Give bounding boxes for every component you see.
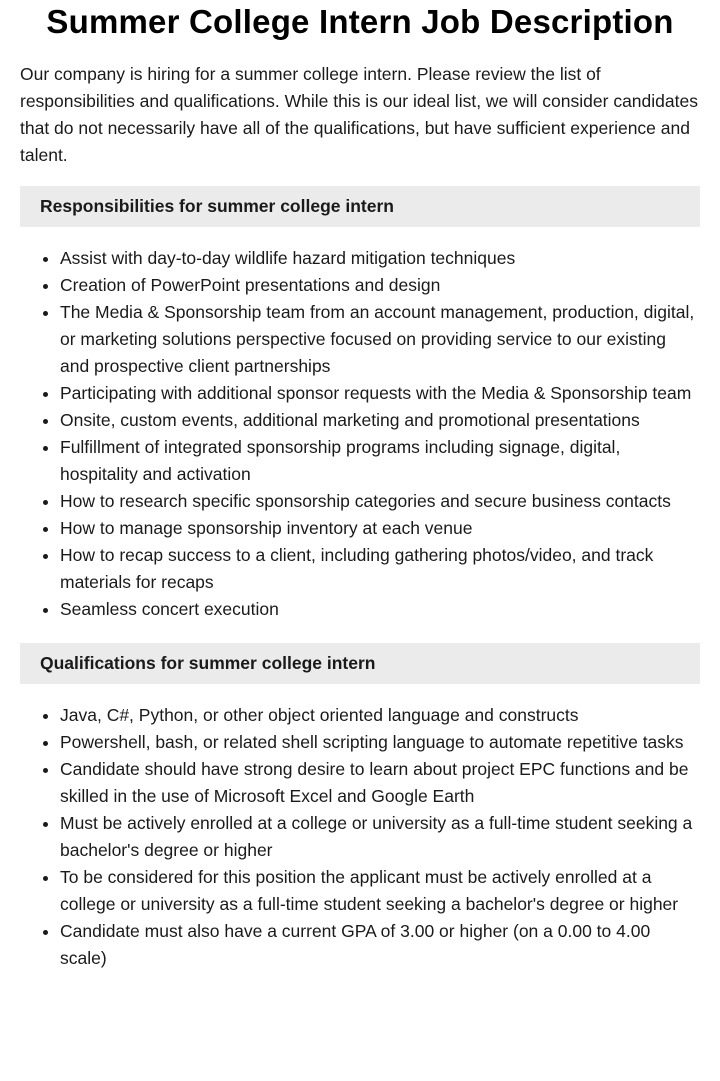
list-item: • Assist with day-to-day wildlife hazard mitigation techniques (60, 245, 700, 272)
list-item: • How to recap success to a client, including gathering photos/video, and track materials for recaps (60, 542, 700, 596)
list-item: • Participating with additional sponsor requests with the Media & Sponsorship team (60, 380, 700, 407)
responsibilities-list (20, 245, 700, 623)
list-item: • Creation of PowerPoint presentations and design (60, 272, 700, 299)
qualifications-list (20, 702, 700, 972)
qualifications-heading: Qualifications for summer college intern (20, 643, 700, 684)
list-item: • Onsite, custom events, additional marketing and promotional presentations (60, 407, 700, 434)
list-item: • How to research specific sponsorship categories and secure business contacts (60, 488, 700, 515)
list-item: • The Media & Sponsorship team from an account management, production, digital, or marketing solutions perspective focused on providing service to our existing and prospective client partnerships (60, 299, 700, 380)
list-item: • Java, C#, Python, or other object oriented language and constructs (60, 702, 700, 729)
list-item: • Powershell, bash, or related shell scripting language to automate repetitive tasks (60, 729, 700, 756)
list-item: • How to manage sponsorship inventory at each venue (60, 515, 700, 542)
list-item: • Fulfillment of integrated sponsorship programs including signage, digital, hospitality and activation (60, 434, 700, 488)
list-item: • Candidate must also have a current GPA of 3.00 or higher (on a 0.00 to 4.00 scale) (60, 918, 700, 972)
page-title: Summer College Intern Job Description (46, 3, 674, 40)
list-item: • Candidate should have strong desire to learn about project EPC functions and be skilled in the use of Microsoft Excel and Google Earth (60, 756, 700, 810)
intro-paragraph: Our company is hiring for a summer college intern. Please review the list of responsibilities and qualifications. While this is our ideal list, we will consider candidates that do not necessarily have all of the qualifications, but have sufficient experience and talent. (20, 64, 698, 165)
list-item: • Must be actively enrolled at a college or university as a full-time student seeking a bachelor's degree or higher (60, 810, 700, 864)
list-item: • To be considered for this position the applicant must be actively enrolled at a college or university as a full-time student seeking a bachelor's degree or higher (60, 864, 700, 918)
list-item: • Seamless concert execution (60, 596, 700, 623)
responsibilities-heading: Responsibilities for summer college intern (20, 186, 700, 227)
